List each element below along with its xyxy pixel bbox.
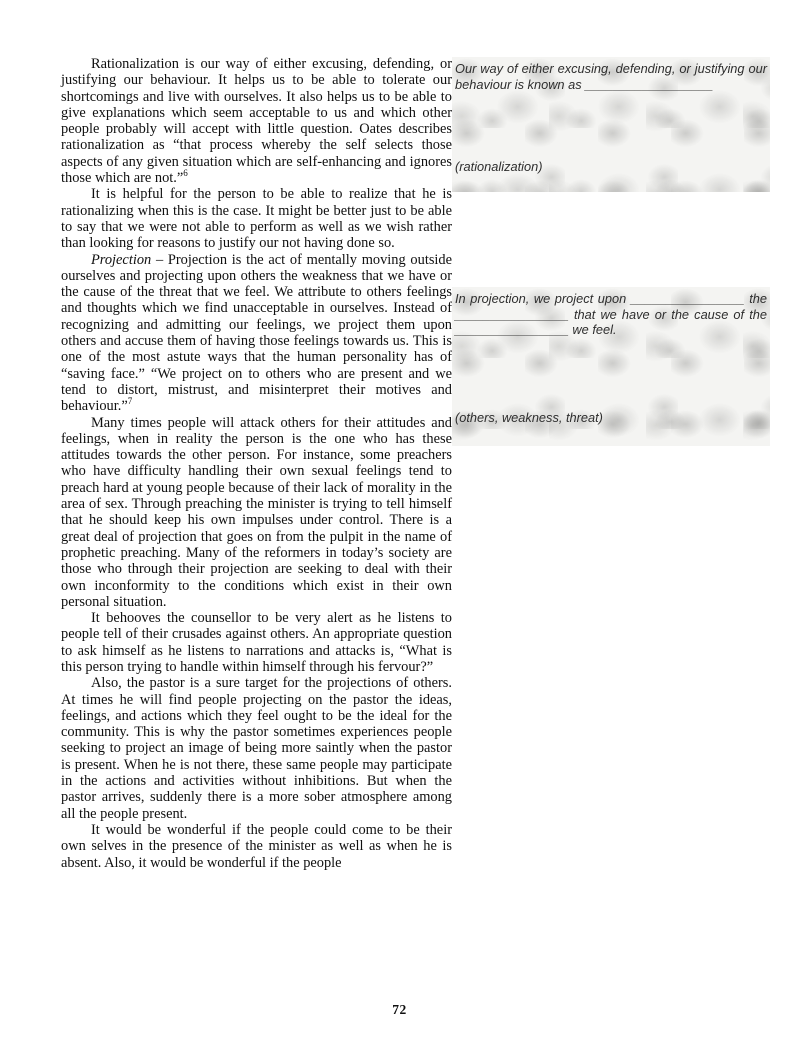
paragraph-text: It would be wonderful if the people could come to be their own selves in the presence of the minister as well as when he is absent. Also, it would be wonderful if the people — [61, 821, 452, 871]
paragraph-text: Many times people will attack others for their attitudes and feelings, when in reality the person is the one who has these attitudes towards the other person. For instance, some preachers who have difficulty handling their own sexual feelings tend to preach hard at young people because of their lack of morality in the area of sex. Through preaching the minister is trying to tell himself that he should keep his own impulses under control. There is a great deal of projection that goes on from the pulpit in the name of prophetic preaching. Many of the reformers in today’s society are those who through their projection are seeking to deal with their own inconformity to the conditions which exist in their own personal situation. — [61, 414, 452, 610]
paragraph-text: Rationalization is our way of either excusing, defending, or justifying our behaviour. It helps us to be able to tolerate our shortcomings and live with ourselves. It also helps us to be able to give explanations which seem acceptable to us and which other people probably will accept with little question. Oates describes rationalization as “that process whereby the self selects those aspects of any given situation which are self-enhancing and ignores those which are not.” — [61, 56, 452, 187]
paragraph-rationalization-helpful — [61, 186, 452, 251]
footnote-marker-6: 6 — [183, 168, 188, 179]
paragraph-wonderful-selves — [61, 822, 452, 871]
main-text-column — [61, 56, 452, 871]
paragraph-projection-definition — [61, 252, 452, 415]
paragraph-counsellor-alert — [61, 610, 452, 675]
page-number: 72 — [392, 1002, 407, 1017]
exercise-block-projection — [452, 287, 770, 446]
paragraph-pastor-target — [61, 675, 452, 822]
paragraph-rationalization-intro — [61, 56, 452, 186]
exercise-answer: (others, weakness, threat) — [455, 410, 603, 425]
exercise-answer: (rationalization) — [455, 159, 543, 174]
footnote-marker-7: 7 — [127, 396, 133, 407]
paragraph-text: Also, the pastor is a sure target for the projections of others. At times he will find people projecting on the pastor the ideas, feelings, and actions which they feel ought to be the ideal for the community. This is why the pastor sometimes experiences people seeking to project an image of being more saintly when the pastor is present. When he is not there, these same people may participate in the actions and activities without inhibitions. But when the pastor arrives, suddenly there is a more sober atmosphere among all the people present. — [61, 675, 452, 822]
paragraph-projection-preachers — [61, 415, 452, 611]
exercise-question: Our way of either excusing, defending, or justifying our behaviour is known as __________________ — [455, 61, 767, 92]
exercise-block-rationalization — [452, 57, 770, 192]
paragraph-text: – Projection is the act of mentally moving outside ourselves and projecting upon others the weakness that we have or the cause of the threat that we feel. We attribute to others feelings and thoughts which we find unacceptable in ourselves. Instead of recognizing and admitting our feelings, we project them upon others and accuse them of having those feelings towards us. This is one of the most astute ways that the human personality has of “saving face.” “We project on to others who are present and we tend to distort, mistrust, and misinterpret their motives and behaviour.” — [61, 251, 452, 415]
exercise-question: In projection, we project upon ________________ the ________________ that we have or the cause of the ________________ we feel. — [455, 291, 767, 338]
paragraph-text: It behooves the counsellor to be very alert as he listens to people tell of their crusades against others. An appropriate question to ask himself as he listens to narrations and attacks is, “What is this person trying to handle within himself through his fervour?” — [61, 610, 452, 675]
paragraph-lead-projection: Projection — [91, 251, 152, 268]
paragraph-text: It is helpful for the person to be able to realize that he is rationalizing when this is the case. It might be better just to be able to say that we were not able to perform as well as we wish rather than looking for reasons to justify our not having done so. — [61, 186, 452, 252]
